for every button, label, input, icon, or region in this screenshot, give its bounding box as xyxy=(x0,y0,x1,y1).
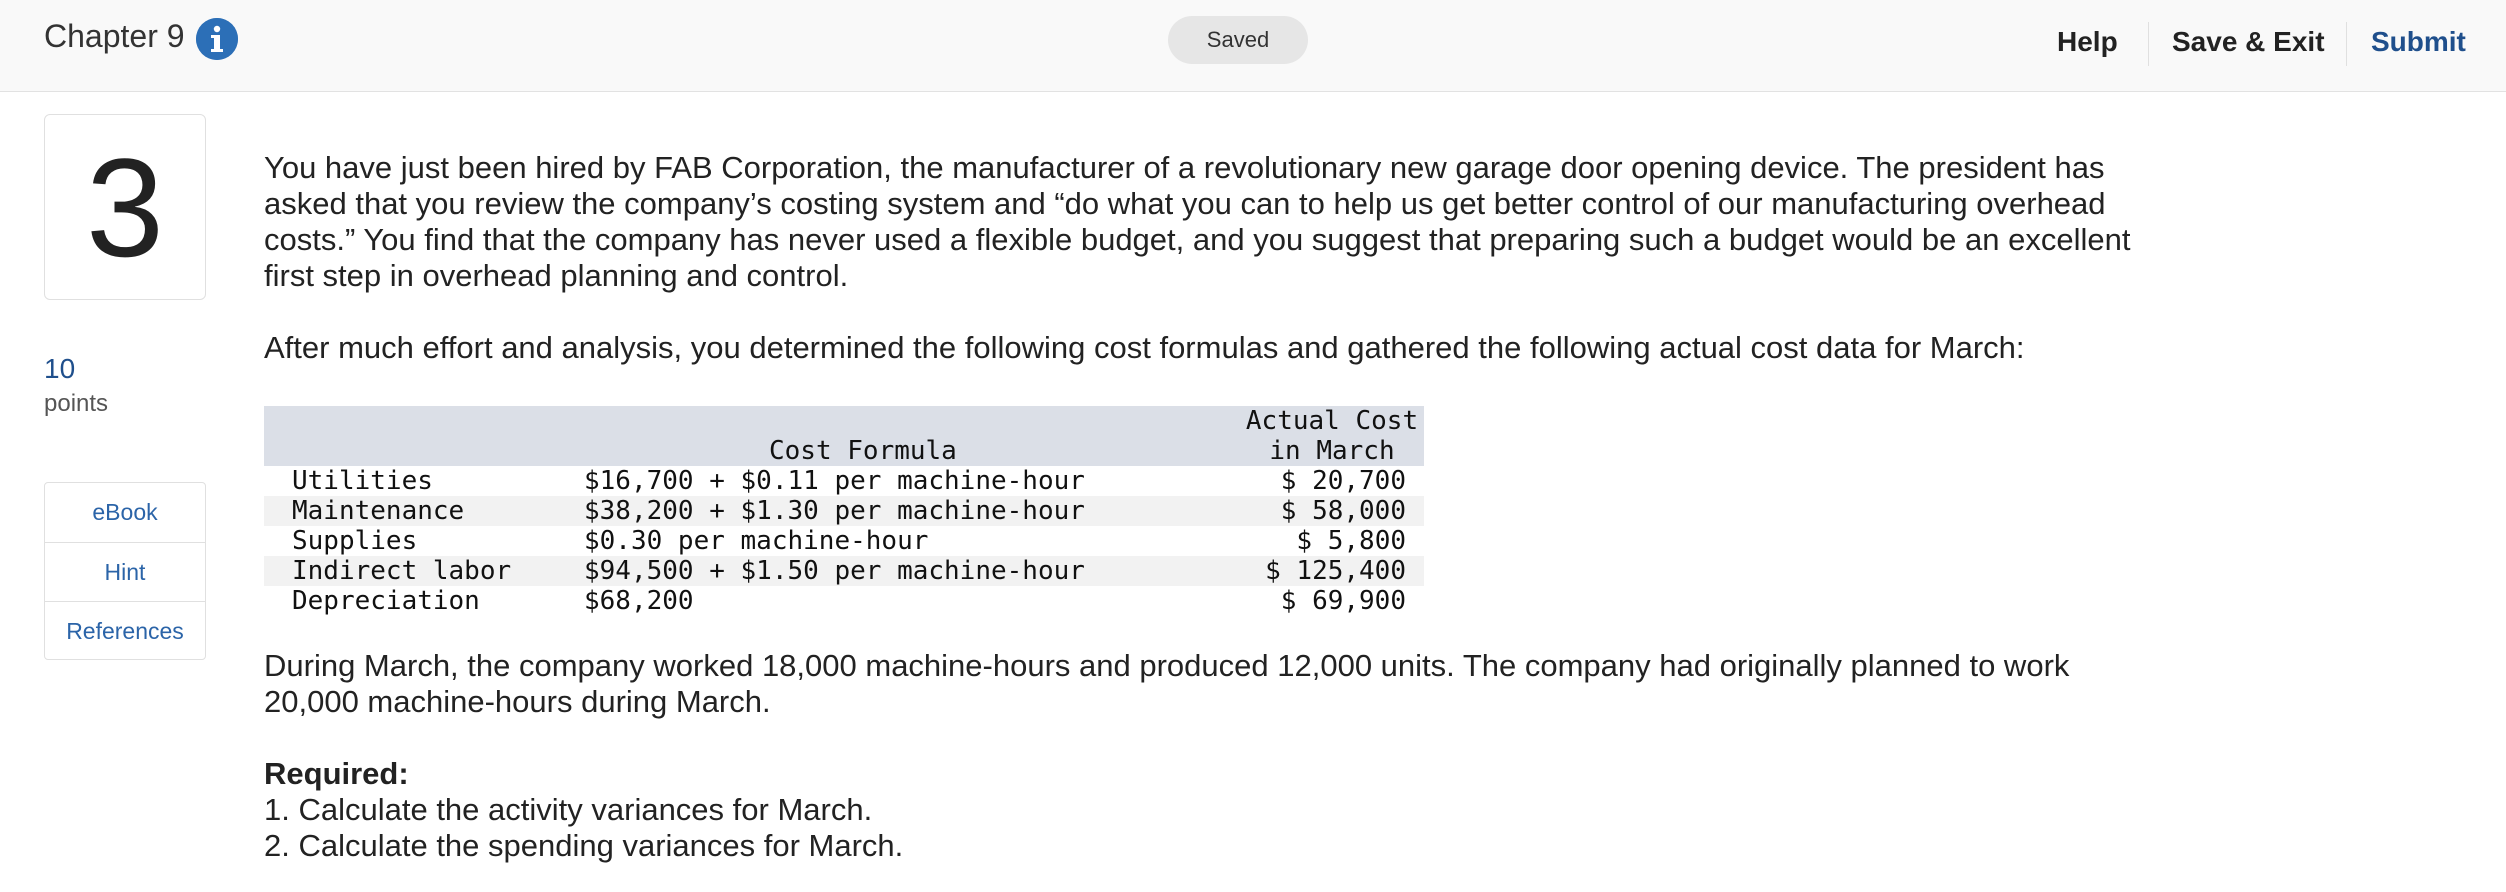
row-name: Depreciation xyxy=(292,586,480,616)
points-label: points xyxy=(44,390,109,417)
header-in-march: in March xyxy=(1269,436,1395,466)
row-formula: $38,200 + $1.30 per machine-hour xyxy=(584,496,1085,526)
required-item-1: 1. Calculate the activity variances for March. xyxy=(264,792,873,827)
row-formula: $0.30 per machine-hour xyxy=(584,526,929,556)
row-name: Indirect labor xyxy=(292,556,512,586)
machine-hours-paragraph: During March, the company worked 18,000 machine-hours and produced 12,000 units. The company had originally planned to work 20,000 machine-hours during March. xyxy=(264,648,2070,719)
row-name: Maintenance xyxy=(292,496,465,526)
row-name: Supplies xyxy=(292,526,418,556)
top-header xyxy=(0,0,2506,92)
points-value: 10 xyxy=(44,353,76,384)
row-actual: $ 125,400 xyxy=(1265,556,1406,586)
table-row xyxy=(264,526,1424,556)
row-formula: $16,700 + $0.11 per machine-hour xyxy=(584,466,1085,496)
header-cost-formula: Cost Formula xyxy=(769,436,957,466)
chapter-title: Chapter 9 xyxy=(44,18,185,54)
help-button[interactable]: Help xyxy=(2057,26,2118,57)
row-formula: $94,500 + $1.50 per machine-hour xyxy=(584,556,1085,586)
ebook-link[interactable]: eBook xyxy=(92,499,158,525)
question-number: 3 xyxy=(86,129,164,286)
header-divider xyxy=(2346,22,2347,66)
saved-status-badge: Saved xyxy=(1168,16,1308,64)
table-row xyxy=(264,556,1424,586)
hint-link[interactable]: Hint xyxy=(45,542,205,602)
header-divider xyxy=(2148,22,2149,66)
problem-data-paragraph: After much effort and analysis, you determined the following cost formulas and gathered the following actual cost data for March: xyxy=(264,330,2025,365)
submit-button[interactable]: Submit xyxy=(2371,26,2466,57)
table-row xyxy=(264,586,1424,616)
save-exit-button[interactable]: Save & Exit xyxy=(2172,26,2325,57)
row-actual: $ 5,800 xyxy=(1296,526,1406,556)
question-number-box xyxy=(44,114,206,300)
row-actual: $ 69,900 xyxy=(1280,586,1406,616)
table-row xyxy=(264,496,1424,526)
row-formula: $68,200 xyxy=(584,586,694,616)
row-actual: $ 20,700 xyxy=(1280,466,1406,496)
row-name: Utilities xyxy=(292,466,433,496)
resources-panel xyxy=(44,482,206,660)
required-heading: Required: xyxy=(264,756,409,791)
cost-formula-table xyxy=(264,406,1424,618)
references-link[interactable]: References xyxy=(45,601,205,661)
required-item-2: 2. Calculate the spending variances for March. xyxy=(264,828,904,863)
table-row xyxy=(264,466,1424,496)
info-icon[interactable] xyxy=(196,18,238,60)
problem-intro-paragraph: You have just been hired by FAB Corporation, the manufacturer of a revolutionary new garage door opening device. The president has asked that you review the company’s costing system and “do what you can to help us get better control of our manufacturing overhead costs.” You find that the company has never used a flexible budget, and you suggest that preparing such a budget would be an excellent first step in overhead planning and control. xyxy=(264,150,2131,293)
header-actual-cost: Actual Cost xyxy=(1245,406,1419,436)
row-actual: $ 58,000 xyxy=(1280,496,1406,526)
table-header xyxy=(264,406,1424,466)
